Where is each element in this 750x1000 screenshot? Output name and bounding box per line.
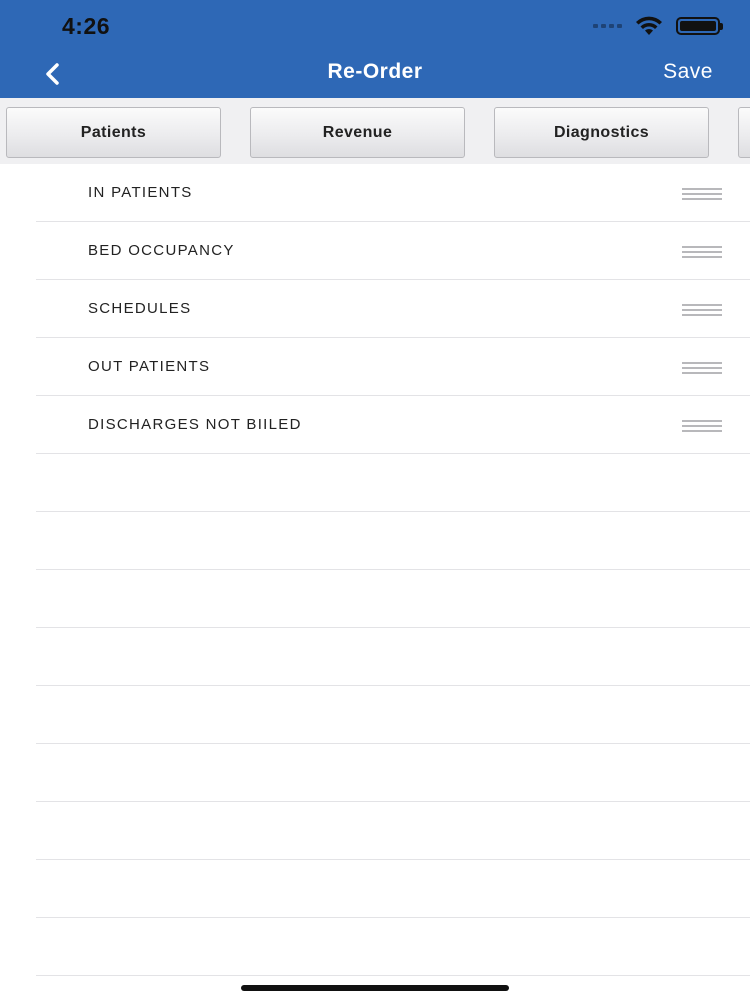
list-item[interactable] <box>0 396 750 454</box>
drag-handle-icon[interactable] <box>682 188 722 200</box>
empty-row <box>0 570 750 628</box>
reorder-list <box>0 164 750 976</box>
page-title: Re-Order <box>327 60 423 83</box>
list-item-label: SCHEDULES <box>88 300 192 317</box>
empty-row <box>0 918 750 976</box>
save-button[interactable]: Save <box>663 60 713 83</box>
empty-row <box>0 454 750 512</box>
drag-handle-icon[interactable] <box>682 304 722 316</box>
tab-next-partial[interactable] <box>738 107 750 158</box>
list-item[interactable] <box>0 338 750 396</box>
navigation-header <box>0 0 750 98</box>
empty-row <box>0 860 750 918</box>
empty-row <box>0 628 750 686</box>
empty-row <box>0 686 750 744</box>
empty-row <box>0 744 750 802</box>
category-tab-strip <box>0 98 750 164</box>
drag-handle-icon[interactable] <box>682 246 722 258</box>
list-item-label: OUT PATIENTS <box>88 358 211 375</box>
list-item-label: BED OCCUPANCY <box>88 242 235 259</box>
battery-icon <box>676 17 720 35</box>
home-indicator[interactable] <box>241 985 509 991</box>
empty-row <box>0 802 750 860</box>
tab-revenue[interactable]: Revenue <box>250 107 465 158</box>
empty-row <box>0 512 750 570</box>
cellular-signal-icon <box>593 24 622 28</box>
list-item[interactable] <box>0 280 750 338</box>
list-item-label: IN PATIENTS <box>88 184 193 201</box>
drag-handle-icon[interactable] <box>682 362 722 374</box>
status-bar-time: 4:26 <box>62 13 111 39</box>
tab-diagnostics[interactable]: Diagnostics <box>494 107 709 158</box>
wifi-icon <box>634 15 664 37</box>
status-bar-icons <box>593 14 720 38</box>
drag-handle-icon[interactable] <box>682 420 722 432</box>
list-item[interactable] <box>0 164 750 222</box>
list-item-label: DISCHARGES NOT BIILED <box>88 416 302 433</box>
list-item[interactable] <box>0 222 750 280</box>
tab-patients[interactable]: Patients <box>6 107 221 158</box>
